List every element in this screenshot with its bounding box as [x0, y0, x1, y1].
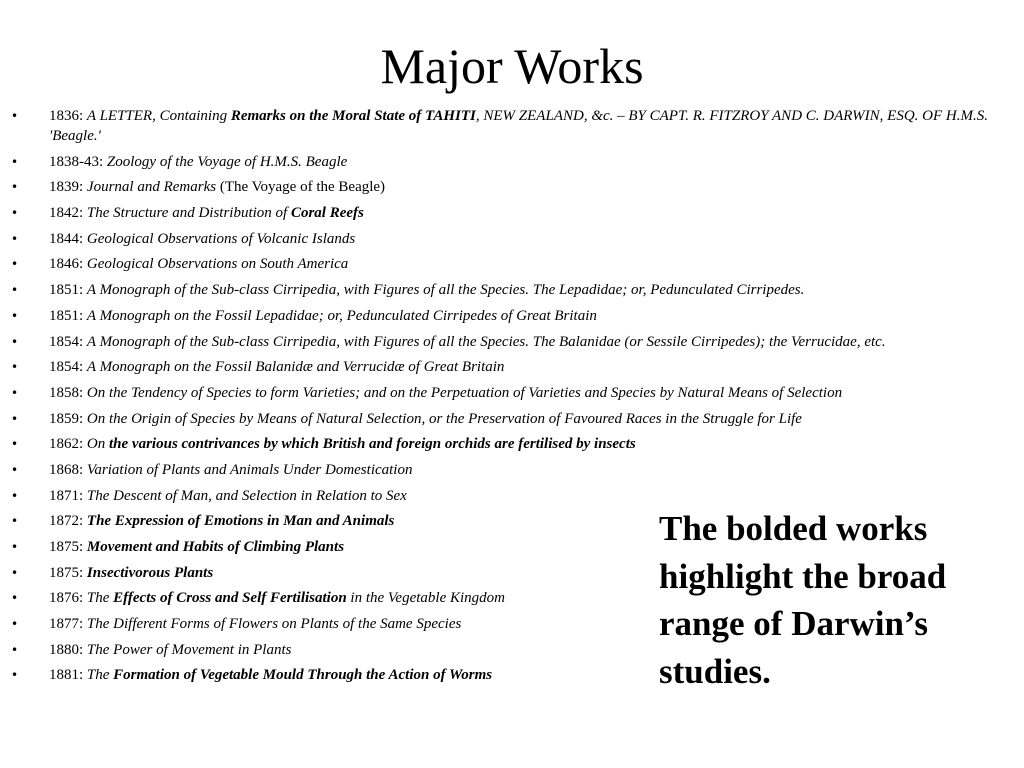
work-title-segment: (The Voyage of the Beagle)	[216, 179, 386, 196]
bullet-icon: •	[11, 617, 19, 632]
work-title-segment: Movement and Habits of Climbing Plants	[86, 539, 345, 555]
slide-title: Major Works	[380, 38, 644, 94]
work-title-segment: , NEW ZEALAND, &c. – BY CAPT. R. FITZROY AND C. DARWIN, ESQ. OF H.M.S. 'Beagle.'	[49, 108, 992, 144]
work-title-segment: Insectivorous Plants	[86, 564, 214, 581]
work-item	[0, 177, 1018, 197]
bullet-icon: •	[11, 385, 19, 400]
work-title-segment: Remarks on the Moral State of TAHITI	[230, 108, 476, 124]
bullet-icon: •	[11, 437, 19, 452]
work-item	[0, 383, 1018, 403]
work-year: 1836:	[49, 108, 87, 124]
work-year: 1875:	[49, 539, 87, 555]
work-title-segment: The Power of Movement in Plants	[86, 641, 292, 658]
work-title-segment: The Different Forms of Flowers on Plants of the Same Species	[86, 616, 462, 633]
work-item	[0, 106, 1018, 146]
work-year: 1862:	[49, 436, 87, 453]
bullet-icon: •	[11, 591, 19, 606]
work-title-segment: The Descent of Man, and Selection in Relation to Sex	[86, 487, 407, 504]
work-item	[0, 306, 1018, 326]
work-item	[0, 254, 1018, 274]
work-title-segment: The	[86, 667, 114, 684]
work-year: 1859:	[49, 410, 87, 427]
work-item	[0, 460, 1018, 480]
work-year: 1858:	[49, 384, 87, 401]
work-title-segment: A Monograph of the Sub-class Cirripedia, with Figures of all the Species. The Balanidae (or Sessile Cirripedes); the Verrucidae, etc.	[86, 333, 886, 350]
work-year: 1872:	[49, 513, 87, 530]
work-item	[0, 434, 1018, 454]
work-year: 1871:	[49, 487, 87, 504]
work-title-segment: On	[86, 436, 110, 453]
work-title-segment: Variation of Plants and Animals Under Domestication	[86, 461, 413, 478]
work-title-segment: Formation of Vegetable Mould Through the Action of Worms	[113, 667, 493, 684]
work-title-segment: A Monograph on the Fossil Balanidæ and Verrucidæ of Great Britain	[86, 359, 505, 376]
work-title-segment: the various contrivances by which British and foreign orchids are fertilised by insects	[109, 436, 636, 453]
work-title-segment: On the Origin of Species by Means of Natural Selection, or the Preservation of Favoured Races in the Struggle for Life	[86, 410, 802, 427]
work-year: 1877:	[49, 616, 87, 633]
work-year: 1842:	[49, 205, 87, 222]
work-title-segment: Journal and Remarks	[86, 179, 217, 196]
bullet-icon: •	[11, 257, 19, 272]
work-title-segment: A Monograph on the Fossil Lepadidae; or, Pedunculated Cirripedes of Great Britain	[86, 307, 597, 324]
bullet-icon: •	[11, 109, 19, 123]
work-year: 1838-43:	[49, 153, 107, 170]
work-title-segment: Coral Reefs	[290, 205, 364, 222]
work-title-segment: A Monograph of the Sub-class Cirripedia, with Figures of all the Species. The Lepadidae; or, Pedunculated Cirripedes.	[86, 282, 805, 299]
work-title-segment: Geological Observations on South America	[86, 256, 349, 273]
work-year: 1868:	[49, 461, 87, 478]
bullet-icon: •	[11, 462, 19, 477]
work-title-segment: On the Tendency of Species to form Varieties; and on the Perpetuation of Varieties and Species by Natural Means of Selection	[86, 384, 843, 401]
bullet-icon: •	[11, 334, 19, 349]
work-year: 1839:	[49, 179, 87, 196]
work-title-segment: Effects of Cross and Self Fertilisation	[113, 590, 347, 607]
work-item	[0, 357, 1018, 377]
work-title-segment: A LETTER, Containing	[86, 108, 231, 124]
work-year: 1876:	[49, 590, 87, 607]
work-year: 1851:	[49, 307, 87, 324]
work-year: 1880:	[49, 641, 87, 658]
work-year: 1844:	[49, 230, 87, 247]
bullet-icon: •	[11, 565, 19, 580]
work-title-segment: Zoology of the Voyage of H.M.S. Beagle	[106, 153, 348, 170]
bullet-icon: •	[11, 668, 19, 683]
bullet-icon: •	[11, 411, 19, 426]
bullet-icon: •	[11, 540, 19, 554]
work-title-segment: in the Vegetable Kingdom	[346, 590, 505, 607]
work-year: 1846:	[49, 256, 87, 273]
bullet-icon: •	[11, 360, 19, 375]
highlight-note: The bolded works highlight the broad range of Darwin’s studies.	[659, 509, 947, 691]
work-item	[0, 229, 1018, 249]
bullet-icon: •	[11, 180, 19, 195]
work-item	[0, 280, 1018, 300]
bullet-icon: •	[11, 154, 19, 169]
work-title-segment: Geological Observations of Volcanic Islands	[86, 230, 356, 247]
work-year: 1854:	[49, 333, 87, 350]
bullet-icon: •	[11, 231, 19, 246]
work-item	[0, 203, 1018, 223]
work-title-segment: The Structure and Distribution of	[86, 205, 291, 222]
work-year: 1854:	[49, 359, 87, 376]
work-year: 1875:	[49, 564, 87, 581]
bullet-icon: •	[11, 514, 19, 529]
work-item	[0, 486, 1018, 506]
work-item	[0, 152, 1018, 172]
bullet-icon: •	[11, 206, 19, 221]
work-item	[0, 332, 1018, 352]
bullet-icon: •	[11, 488, 19, 503]
work-title-segment: The	[86, 590, 114, 607]
bullet-icon: •	[11, 283, 19, 298]
work-item	[0, 409, 1018, 429]
work-year: 1881:	[49, 667, 87, 684]
bullet-icon: •	[11, 308, 19, 323]
work-title-segment: The Expression of Emotions in Man and Animals	[86, 513, 395, 530]
work-year: 1851:	[49, 282, 87, 299]
bullet-icon: •	[11, 642, 19, 657]
